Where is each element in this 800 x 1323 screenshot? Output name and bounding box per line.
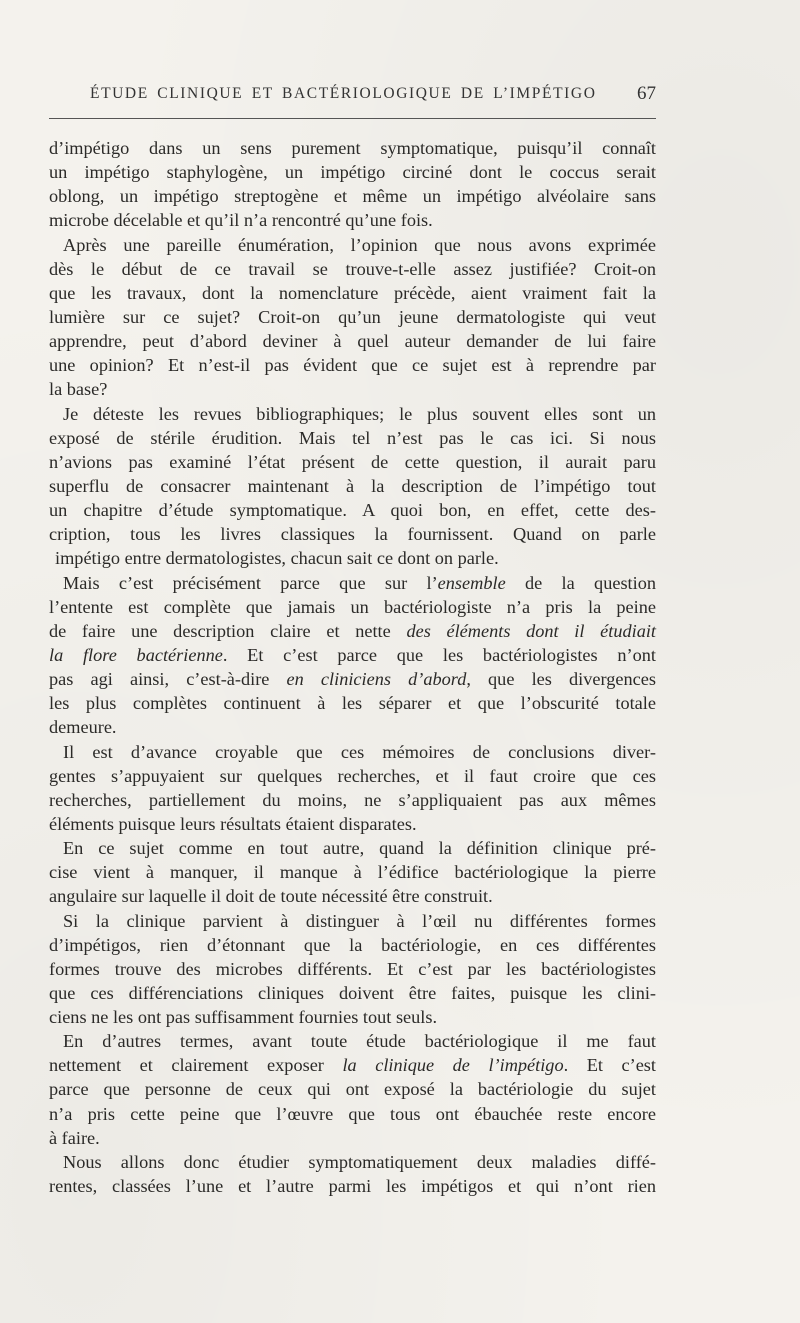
text-line: n’a pris cette peine que l’œuvre que tous ont ébauchée reste encore xyxy=(49,1103,656,1124)
text-line: apprendre, peut d’abord deviner à quel auteur demander de lui faire xyxy=(49,331,656,352)
text-line: d’impétigos, rien d’étonnant que la bactériologie, en ces différentes xyxy=(49,934,656,955)
text-line: à faire. xyxy=(49,1127,100,1148)
text-line: les plus complètes continuent à les séparer et que l’obscurité totale xyxy=(49,693,656,714)
emphasis: ensemble xyxy=(437,572,506,593)
text-line: microbe décelable et qu’il n’a rencontré qu’une fois. xyxy=(49,210,433,231)
text-line: une opinion? Et n’est-il pas évident que ce sujet est à reprendre par xyxy=(49,355,656,376)
text-line: dès le début de ce travail se trouve-t-elle assez justifiée? Croit-on xyxy=(49,258,656,279)
text-line: que les travaux, dont la nomenclature précède, aient vraiment fait la xyxy=(49,282,656,303)
text-line: formes trouve des microbes différents. Et c’est par les bactériologistes xyxy=(49,958,656,979)
page-number: 67 xyxy=(637,83,656,104)
text-line: que ces différenciations cliniques doivent être faites, puisque les clini- xyxy=(49,982,656,1003)
page-header xyxy=(90,85,656,111)
text-line: lumière sur ce sujet? Croit-on qu’un jeune dermatologiste qui veut xyxy=(49,306,656,327)
text-line: cription, tous les livres classiques la fournissent. Quand on parle xyxy=(49,524,656,545)
text-line: ciens ne les ont pas suffisamment fournies tout seuls. xyxy=(49,1007,438,1028)
text-line: pas agi ainsi, c’est-à-dire en cliniciens d’abord, que les divergences xyxy=(49,669,656,690)
text-line: Il est d’avance croyable que ces mémoires de conclusions diver- xyxy=(63,741,656,762)
text-line: éléments puisque leurs résultats étaient disparates. xyxy=(49,813,417,834)
text-line: de faire une description claire et nette des éléments dont il étudiait xyxy=(49,620,656,641)
text-line: gentes s’appuyaient sur quelques recherches, et il faut croire que ces xyxy=(49,765,656,786)
text-line: Si la clinique parvient à distinguer à l’œil nu différentes formes xyxy=(63,910,656,931)
text-line: impétigo entre dermatologistes, chacun sait ce dont on parle. xyxy=(55,548,499,569)
text-line: cise vient à manquer, il manque à l’édifice bactériologique la pierre xyxy=(49,862,656,883)
emphasis: en cliniciens d’abord xyxy=(286,669,467,690)
text-line: la flore bactérienne. Et c’est parce que les bactériologistes n’ont xyxy=(49,644,656,665)
text-line: recherches, partiellement du moins, ne s’appliquaient pas aux mêmes xyxy=(49,789,656,810)
emphasis: la flore bactérienne xyxy=(49,644,223,665)
running-title: ÉTUDE CLINIQUE ET BACTÉRIOLOGIQUE DE L’IMPÉTIGO xyxy=(90,85,597,102)
text-line: demeure. xyxy=(49,717,117,738)
text-line: l’entente est complète que jamais un bactériologiste n’a pris la peine xyxy=(49,596,656,617)
emphasis: la clinique de l’impétigo xyxy=(342,1055,564,1076)
text-line: Nous allons donc étudier symptomatiquement deux maladies diffé- xyxy=(63,1151,656,1172)
text-line: En ce sujet comme en tout autre, quand la définition clinique pré- xyxy=(63,838,656,859)
text-line: la base? xyxy=(49,379,108,400)
text-line: Mais c’est précisément parce que sur l’ensemble de la question xyxy=(63,572,656,593)
text-line: rentes, classées l’une et l’autre parmi les impétigos et qui n’ont rien xyxy=(49,1176,656,1197)
text-line: parce que personne de ceux qui ont exposé la bactériologie du sujet xyxy=(49,1079,656,1100)
emphasis: des éléments dont il étudiait xyxy=(406,620,656,641)
text-line: d’impétigo dans un sens purement symptomatique, puisqu’il connaît xyxy=(49,138,656,158)
text-line: un impétigo staphylogène, un impétigo circiné dont le coccus serait xyxy=(49,162,656,183)
text-line: superflu de consacrer maintenant à la description de l’impétigo tout xyxy=(49,475,656,496)
text-line: oblong, un impétigo streptogène et même un impétigo alvéolaire sans xyxy=(49,186,656,207)
text-line: un chapitre d’étude symptomatique. A quoi bon, en effet, cette des- xyxy=(49,500,656,521)
text-line: Après une pareille énumération, l’opinion que nous avons exprimée xyxy=(63,234,656,255)
text-line: angulaire sur laquelle il doit de toute nécessité être construit. xyxy=(49,886,493,907)
body-text xyxy=(49,136,656,1198)
text-line: n’avions pas examiné l’état présent de cette question, il aurait paru xyxy=(49,451,656,472)
text-line: En d’autres termes, avant toute étude bactériologique il me faut xyxy=(63,1031,656,1052)
text-line: nettement et clairement exposer la clinique de l’impétigo. Et c’est xyxy=(49,1055,657,1076)
text-line: exposé de stérile érudition. Mais tel n’est pas le cas ici. Si nous xyxy=(49,427,656,448)
header-rule xyxy=(49,118,656,119)
text-line: Je déteste les revues bibliographiques; le plus souvent elles sont un xyxy=(63,403,656,424)
